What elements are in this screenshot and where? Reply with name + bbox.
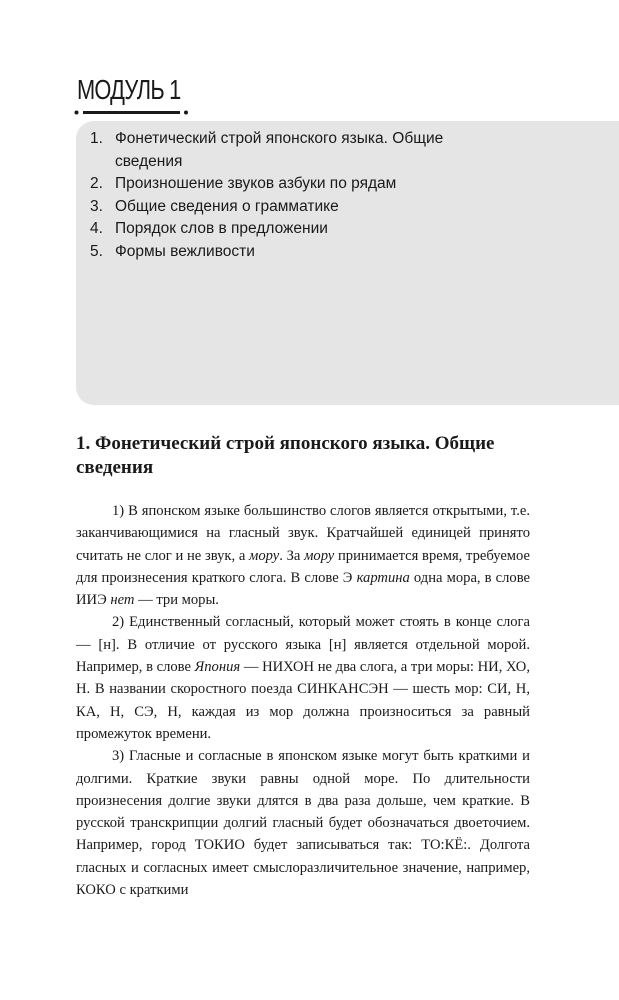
toc-item: 4. Порядок слов в предложении — [90, 220, 328, 237]
section-heading: 1. Фонетический строй японского языка. Общие сведения — [76, 433, 495, 478]
module-contents-list — [90, 128, 475, 263]
title-underline — [74, 110, 190, 115]
paragraph-2: 2) Единственный согласный, который может стоять в конце слога — [н]. В отличие от русского языка [н] является отдельной морой. Например, в слове Япония — НИХОН не два слога, а три моры: НИ, ХО, Н. В названии скоростного поезда СИНКАНСЭН — шесть мор: СИ, Н, КА, Н, СЭ, Н, каждая из мор должна произноситься за равный промежуток времени. — [76, 614, 530, 742]
toc-item: 3. Общие сведения о грамматике — [90, 197, 339, 215]
toc-item: 5. Формы вежливости — [90, 242, 255, 260]
paragraph-1: 1) В японском языке большинство слогов является открытыми, т.е. заканчивающимися на гласный звук. Кратчайшей единицей принято считать не слог и не звук, а мору. За мору принимается время, требуемое для произнесения краткого слога. В слове Э картина одна мора, в слове ИИЭ нет — три моры. — [76, 503, 531, 609]
paragraph-3: 3) Гласные и согласные в японском языке могут быть краткими и долгими. Краткие звуки равны одной море. По длительности произнесения долгие звуки длятся в два раза дольше, чем краткие. В русской транскрипции долгий гласный будет обозначаться двоеточием. Например, город ТОКИО будет записываться так: ТО:КЁ:. Долгота гласных и согласных имеет смыслоразличительное значение, например, КОКО с краткими — [76, 748, 530, 899]
section-body — [76, 500, 530, 901]
toc-item: 1. Фонетический строй японского языка. Общие сведения — [90, 130, 444, 170]
toc-item: 2. Произношение звуков азбуки по рядам — [90, 175, 397, 192]
module-title: МОДУЛЬ 1 — [77, 74, 181, 105]
